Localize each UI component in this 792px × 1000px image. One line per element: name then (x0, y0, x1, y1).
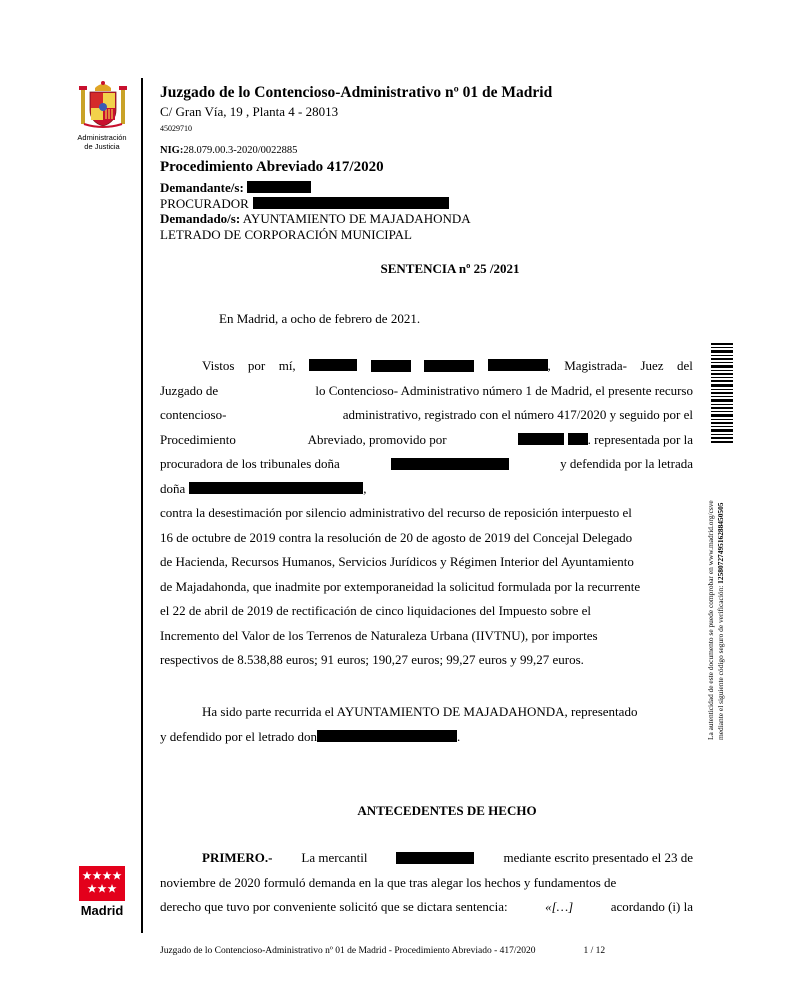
word: La mercantil (301, 850, 368, 865)
procurador-line (160, 196, 449, 212)
line-text: noviembre de 2020 formuló demanda en la que tras alegar los hechos y fundamentos de (160, 874, 617, 890)
paragraph-vistos (160, 354, 693, 673)
word: , (547, 358, 551, 373)
verification-line2 (716, 440, 726, 740)
verification-label: mediante el siguiente código seguro de verificación: (716, 585, 725, 740)
text-line (160, 846, 693, 871)
text-line (160, 725, 693, 750)
justice-coat-of-arms-icon (78, 80, 128, 132)
redaction-group (309, 354, 357, 379)
redaction (309, 359, 357, 371)
word: doña (160, 480, 186, 496)
procedure-title: Procedimiento Abreviado 417/2020 (160, 159, 384, 175)
court-address: C/ Gran Vía, 19 , Planta 4 - 28013 (160, 104, 339, 119)
line-text: Ha sido parte recurrida el AYUNTAMIENTO DE MAJADAHONDA, representado (202, 704, 638, 719)
word: Juez (640, 358, 664, 373)
word: . representada por la (587, 431, 693, 447)
letrado-line: LETRADO DE CORPORACIÓN MUNICIPAL (160, 227, 412, 242)
text-line (160, 575, 693, 600)
redaction (391, 458, 509, 470)
word: y defendido por el letrado don (160, 728, 318, 744)
line-text: contra la desestimación por silencio administrativo del recurso de reposición interpuesto el (160, 505, 632, 520)
antecedentes-title: ANTECEDENTES DE HECHO (357, 803, 537, 818)
court-title: Juzgado de lo Contencioso-Administrativo nº 01 de Madrid (160, 84, 553, 101)
word: del (677, 358, 693, 373)
demandado-label: Demandado/s: (160, 211, 241, 226)
word: Procedimiento (160, 431, 236, 447)
line-text: Incremento del Valor de los Terrenos de Naturaleza Urbana (IIVTNU), por importes (160, 627, 598, 643)
line-text: el 22 de abril de 2019 de rectificación de cinco liquidaciones del Impuesto sobre el (160, 603, 592, 618)
redaction (396, 852, 474, 864)
redaction (488, 359, 548, 371)
date-line: En Madrid, a ocho de febrero de 2021. (219, 311, 421, 326)
text-line (160, 428, 693, 453)
redaction-group (518, 428, 693, 453)
text-line (160, 624, 693, 649)
demandado-line (160, 211, 471, 227)
word: y defendida por la letrada (560, 456, 693, 471)
verification-code: 1258072749516288450505 (716, 502, 725, 584)
procurador-label: PROCURADOR (160, 196, 249, 211)
nig-value: 28.079.00.3-2020/0022885 (183, 145, 298, 156)
quote-open: «[…] (545, 899, 574, 914)
paragraph-primero (160, 846, 693, 920)
text-line (160, 648, 693, 673)
redaction-group (488, 354, 551, 379)
page-footer (160, 946, 605, 956)
page-number: 1 / 12 (583, 946, 606, 956)
demandante-label: Demandante/s: (160, 180, 244, 195)
madrid-logo-text: Madrid (80, 903, 124, 918)
footer-text: Juzgado de lo Contencioso-Administrativo nº 01 de Madrid - Procedimiento Abreviado - 417/2020 (160, 946, 536, 956)
court-code: 45029710 (160, 124, 192, 133)
demandado-value: AYUNTAMIENTO DE MAJADAHONDA (242, 211, 471, 226)
verification-text (706, 440, 726, 740)
logo-caption-line2: de Justicia (84, 142, 120, 151)
text-line (160, 501, 693, 526)
text-line (160, 354, 693, 379)
word: lo Contencioso- Administrativo número 1 de Madrid, el presente recurso (315, 382, 693, 398)
verification-line1: La autenticidad de este documento se puede comprobar en www.madrid.org/csve (706, 500, 715, 740)
text-line (160, 700, 693, 725)
text-line (160, 477, 693, 502)
text-line (160, 871, 693, 896)
redaction-group (317, 725, 460, 750)
word: contencioso- (160, 407, 227, 422)
word: mí, (278, 358, 296, 373)
text-line (160, 452, 693, 477)
word: Abreviado, promovido por (307, 431, 447, 447)
word: Juzgado de (160, 382, 219, 398)
word: , (363, 480, 367, 496)
line-text: 16 de octubre de 2019 contra la resolución de 20 de agosto de 2019 del Concejal Delegado (160, 529, 633, 545)
redaction (189, 482, 363, 494)
redaction (253, 197, 449, 209)
word: mediante escrito presentado el 23 de (503, 850, 693, 865)
line-text: de Majadahonda, que inadmite por extemporaneidad la solicitud formulada por la recurrente (160, 578, 641, 594)
madrid-flag-icon (79, 866, 125, 901)
redaction (317, 730, 457, 742)
barcode-icon (711, 343, 733, 443)
redaction (518, 433, 564, 445)
word: acordando (i) la (610, 899, 693, 914)
line-text: respectivos de 8.538,88 euros; 91 euros; 190,27 euros; 99,27 euros y 99,27 euros. (160, 652, 584, 667)
nig-line (160, 145, 297, 156)
word: derecho que tuvo por conveniente solicitó que se dictara sentencia: (160, 899, 508, 914)
paragraph-recurrida (160, 700, 693, 749)
line-text: de Hacienda, Recursos Humanos, Servicios Jurídicos y Régimen Interior del Ayuntamiento (160, 554, 634, 569)
logo-caption-line1: Administración (77, 133, 127, 142)
word: Magistrada- (564, 358, 628, 373)
word: por (247, 358, 266, 373)
redaction (371, 360, 411, 372)
sentencia-title: SENTENCIA nº 25 /2021 (380, 261, 520, 276)
word: administrativo, registrado con el número 417/2020 y seguido por el (342, 407, 693, 422)
redaction-group (189, 477, 366, 502)
redaction (568, 433, 588, 445)
primero-label: PRIMERO.- (202, 850, 273, 865)
text-line (160, 895, 693, 920)
redaction (247, 181, 311, 193)
word: Vistos (202, 358, 235, 373)
text-line (160, 550, 693, 575)
text-line (160, 403, 693, 428)
margin-rule (141, 78, 143, 933)
redaction (424, 360, 474, 372)
text-line (160, 599, 693, 624)
text-line (160, 526, 693, 551)
demandante-line (160, 180, 311, 196)
nig-label: NIG: (160, 145, 184, 156)
word: procuradora de los tribunales doña (160, 456, 340, 471)
text-line (160, 379, 693, 404)
word: . (457, 728, 461, 744)
